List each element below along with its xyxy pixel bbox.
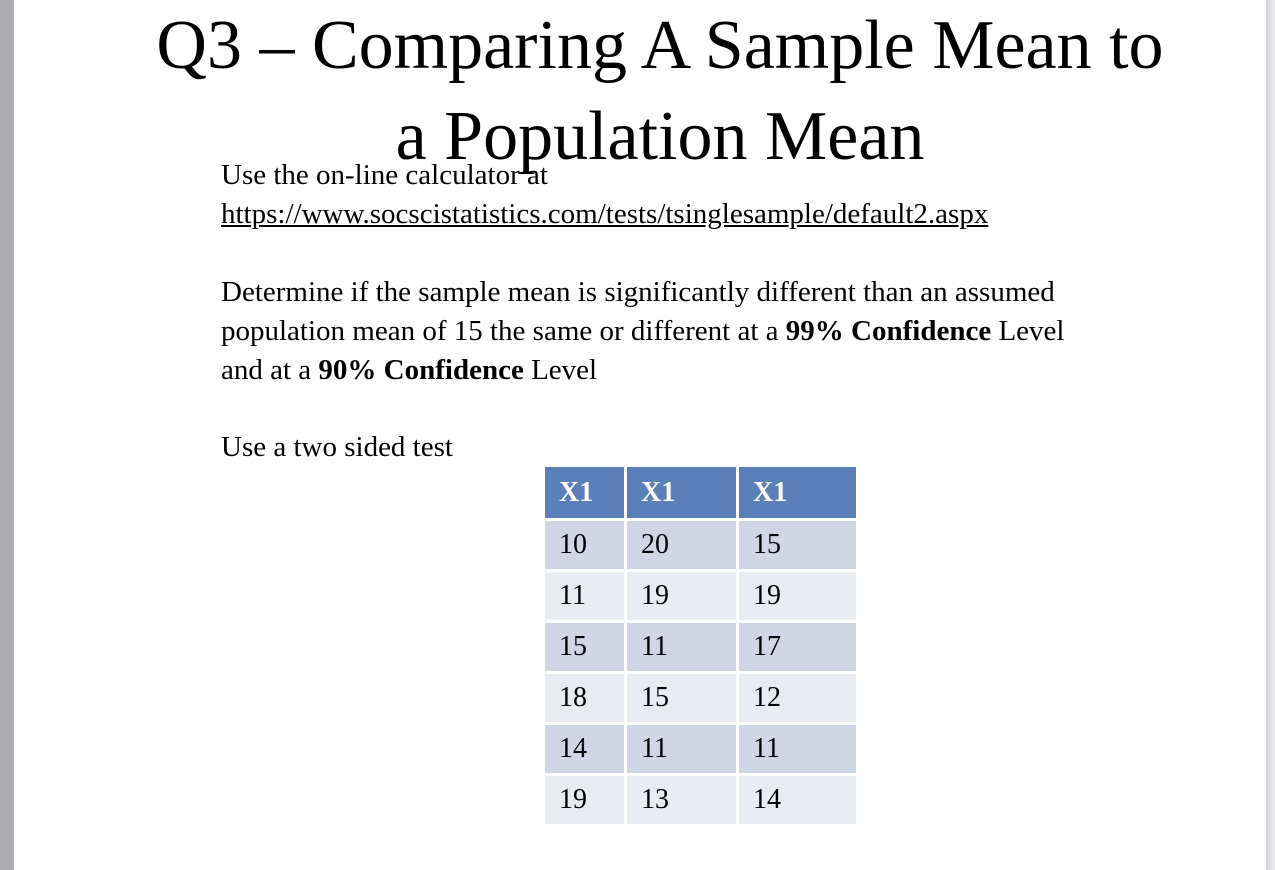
table-cell: 10: [545, 521, 624, 569]
table-row: [545, 776, 856, 824]
table-cell: 14: [545, 725, 624, 773]
table-cell: 19: [545, 776, 624, 824]
instructions-text: Level: [991, 315, 1065, 347]
table-row: [545, 521, 856, 569]
table-cell: 19: [739, 572, 856, 620]
instructions-text: population mean of 15 the same or different at a: [221, 315, 786, 347]
instructions-line-1: Determine if the sample mean is significantly different than an assumed: [221, 276, 1055, 308]
table-cell: 15: [739, 521, 856, 569]
table-cell: 11: [627, 725, 736, 773]
intro-text: Use the on-line calculator at: [221, 159, 548, 191]
table-cell: 15: [545, 623, 624, 671]
table-header-row: [545, 467, 856, 518]
column-header: X1: [545, 467, 624, 518]
left-window-edge: [0, 0, 14, 870]
table-row: [545, 674, 856, 722]
instructions-text: Level: [523, 354, 598, 386]
table-row: [545, 623, 856, 671]
two-sided-test-note: Use a two sided test: [221, 431, 453, 463]
column-header: X1: [627, 467, 736, 518]
table-row: [545, 572, 856, 620]
table-cell: 11: [545, 572, 624, 620]
table-cell: 20: [627, 521, 736, 569]
sample-data-table: [542, 464, 859, 827]
table-cell: 14: [739, 776, 856, 824]
confidence-90-label: 90% Confidence: [318, 354, 524, 386]
table-cell: 17: [739, 623, 856, 671]
table-cell: 11: [739, 725, 856, 773]
instructions-text: and at a: [221, 354, 319, 386]
table-cell: 12: [739, 674, 856, 722]
slide-title-line-2: a Population Mean: [395, 98, 925, 175]
table-cell: 13: [627, 776, 736, 824]
table-cell: 15: [627, 674, 736, 722]
table-row: [545, 725, 856, 773]
right-scrollbar-edge: [1266, 0, 1275, 870]
table-cell: 11: [627, 623, 736, 671]
table-cell: 18: [545, 674, 624, 722]
instructions-line-2: [221, 312, 1064, 351]
calculator-link[interactable]: https://www.socscistatistics.com/tests/tsinglesample/default2.aspx: [221, 198, 989, 230]
instructions-line-3: [221, 351, 597, 390]
confidence-99-label: 99% Confidence: [785, 315, 992, 347]
slide-title-line-1: Q3 – Comparing A Sample Mean to: [156, 7, 1164, 84]
table-cell: 19: [627, 572, 736, 620]
column-header: X1: [739, 467, 856, 518]
